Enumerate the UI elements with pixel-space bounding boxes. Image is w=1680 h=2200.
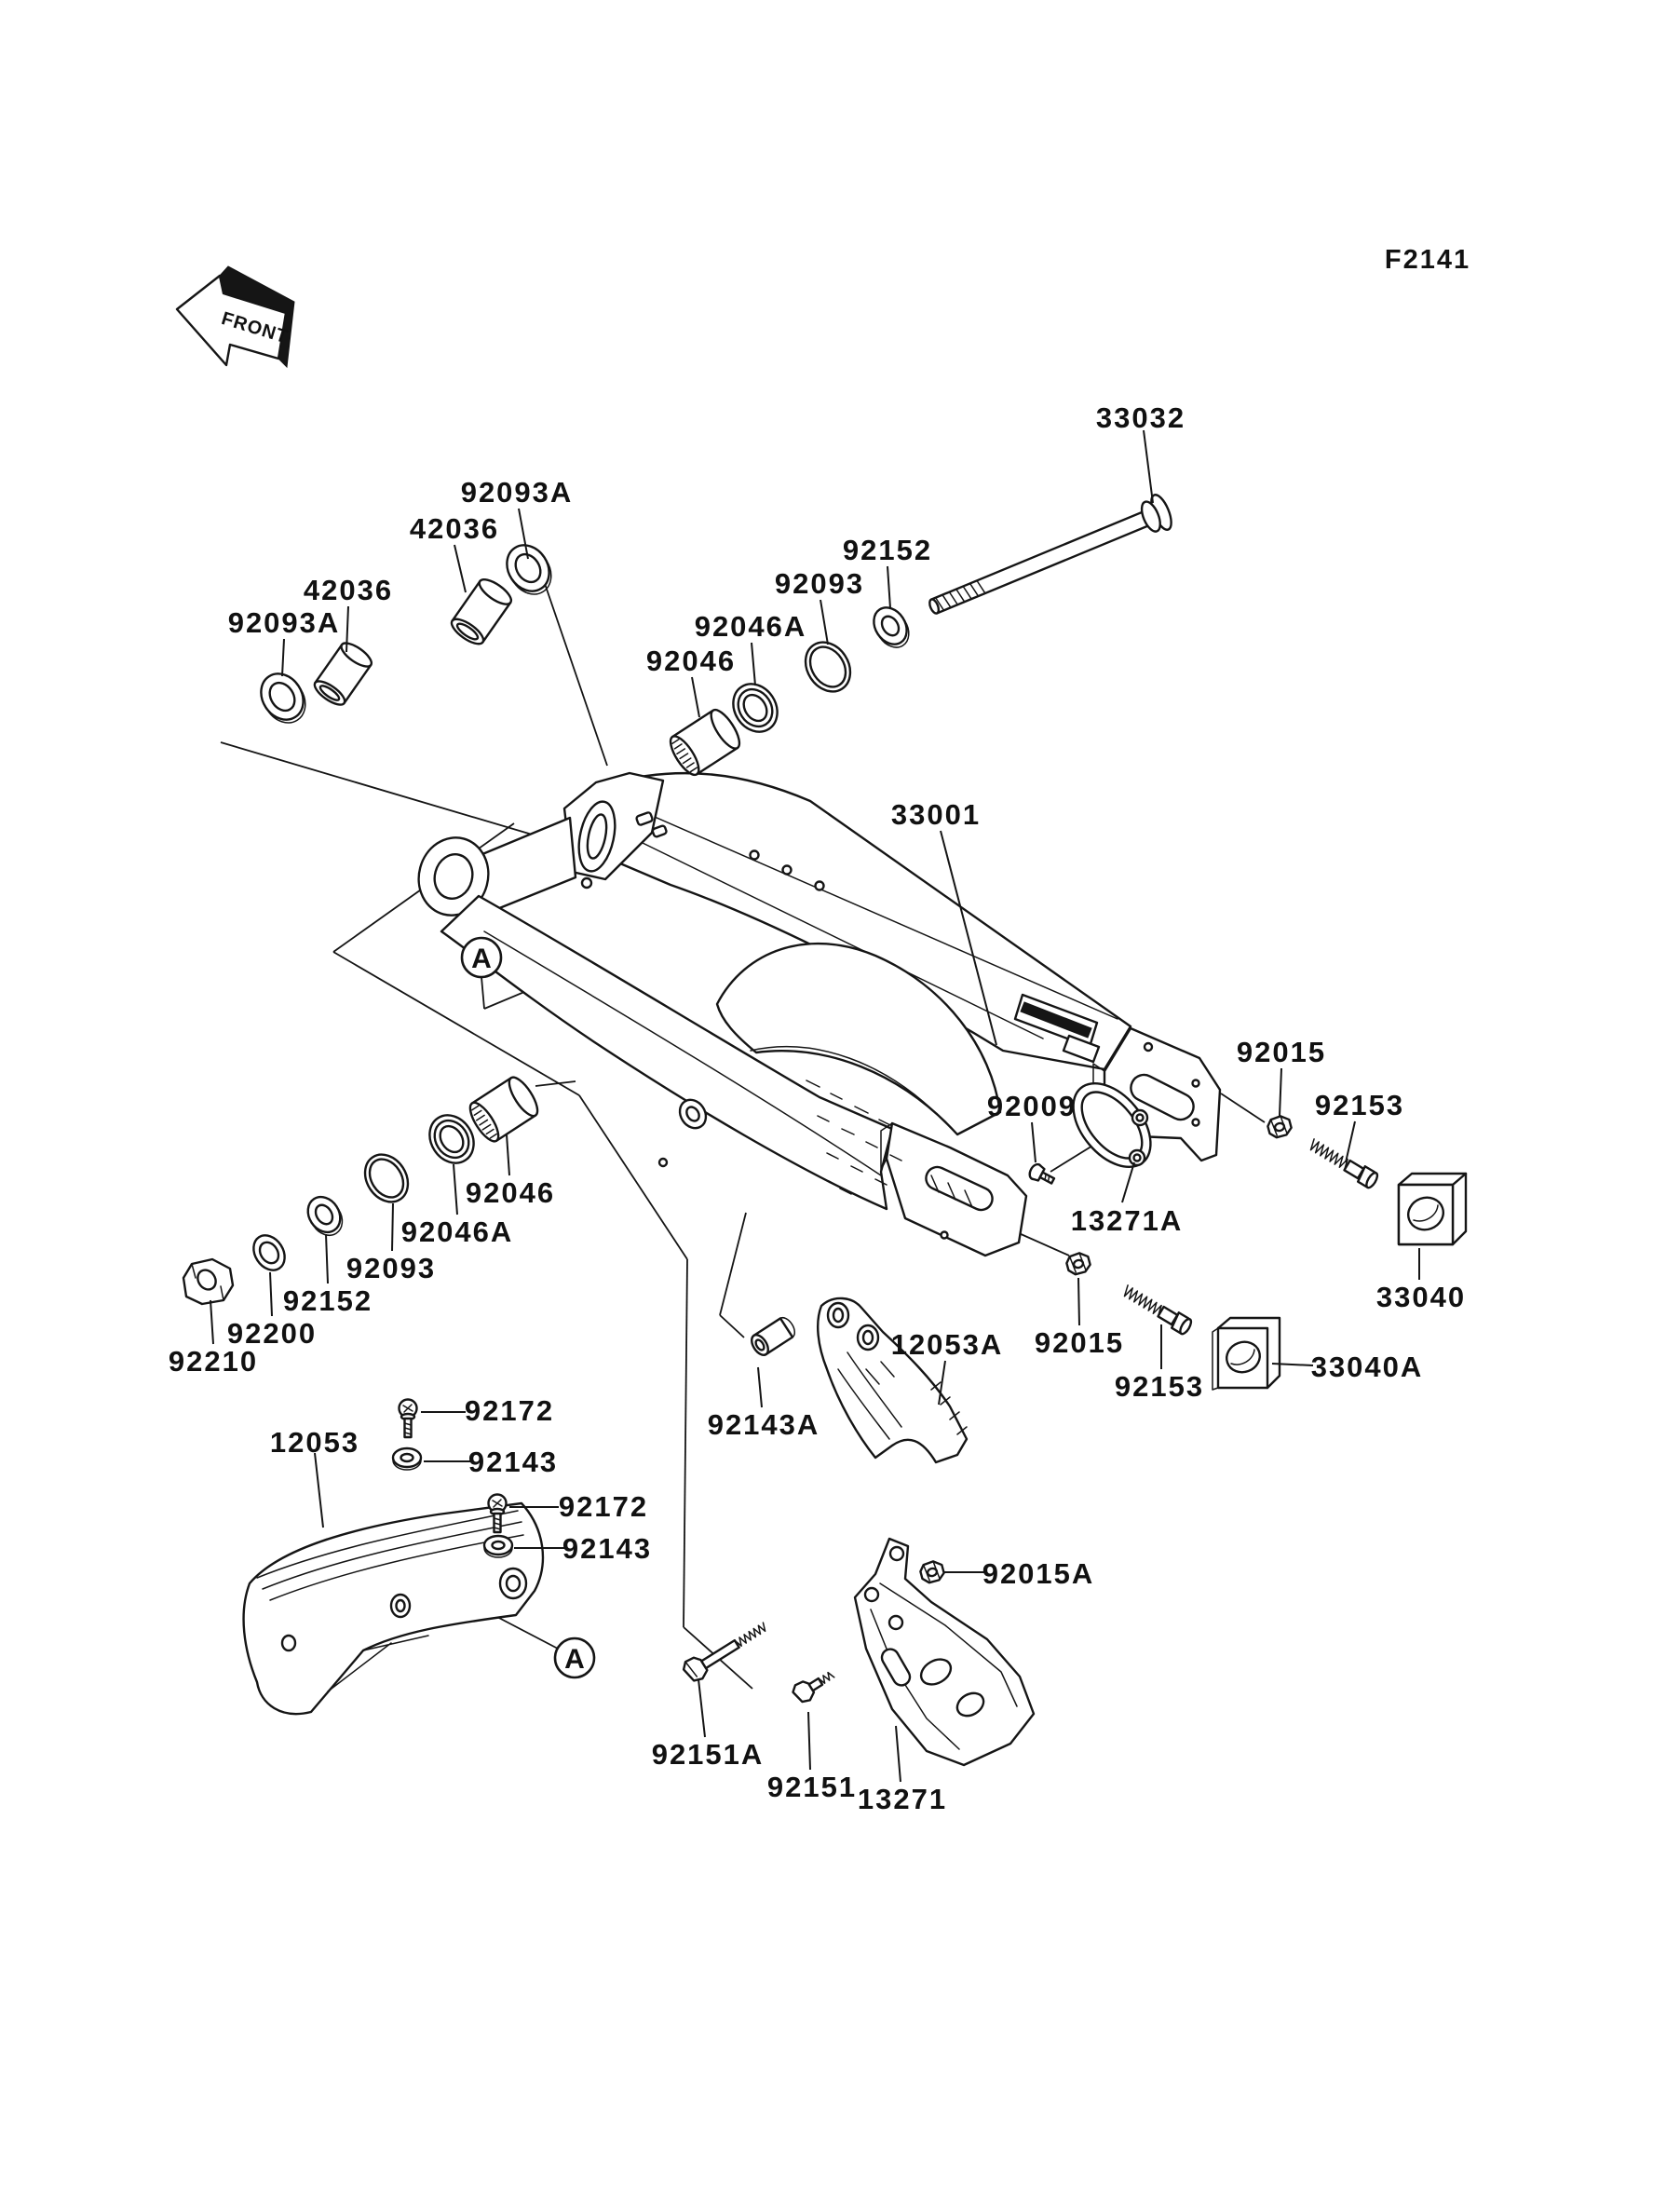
nut-92210 — [183, 1259, 233, 1304]
part-label-92172: 92172 — [558, 1490, 649, 1523]
nut-92015A — [919, 1559, 946, 1583]
construction-line-15 — [1221, 1093, 1265, 1122]
leader-line-13271A — [1122, 1162, 1134, 1202]
sleeve-42036-left — [311, 639, 374, 709]
part-label-92015A: 92015A — [982, 1557, 1095, 1590]
part-label-12053: 12053 — [269, 1426, 360, 1459]
part-label-92046: 92046 — [645, 645, 737, 677]
leader-line-33032 — [1144, 430, 1153, 503]
construction-line-6 — [481, 977, 484, 1009]
washer-92152-bottom — [302, 1191, 349, 1242]
screw-92009 — [1027, 1162, 1056, 1188]
chain-guide-12053A — [818, 1298, 967, 1462]
part-label-92143A: 92143A — [707, 1408, 820, 1441]
far-dropout-hole-3 — [1145, 1043, 1152, 1051]
part-label-92200: 92200 — [226, 1317, 318, 1350]
bolt-92153-top — [1307, 1136, 1379, 1189]
part-label-33040A: 33040A — [1310, 1351, 1424, 1383]
washer-92152-top — [867, 602, 915, 654]
detail-marker-A-2 — [555, 1638, 594, 1677]
block-33040A — [1213, 1318, 1280, 1390]
bolt-92151A — [681, 1616, 771, 1685]
part-label-92143: 92143 — [467, 1446, 559, 1478]
part-label-92093A: 92093A — [227, 606, 341, 639]
part-label-92143: 92143 — [562, 1532, 653, 1565]
detail-marker-letter: A — [564, 1644, 585, 1675]
part-label-33001: 33001 — [890, 798, 982, 831]
part-label-92210: 92210 — [168, 1345, 259, 1378]
part-label-92152: 92152 — [282, 1284, 373, 1317]
part-label-92046A: 92046A — [400, 1215, 514, 1248]
leader-line-92152 — [887, 566, 890, 608]
leader-line-92046A — [454, 1164, 457, 1215]
part-label-92172: 92172 — [464, 1394, 555, 1427]
flange-hole-3 — [816, 882, 824, 890]
part-label-13271: 13271 — [857, 1783, 948, 1815]
leader-line-92015 — [1280, 1068, 1281, 1116]
part-label-92046: 92046 — [465, 1176, 556, 1209]
part-label-12053A: 12053A — [890, 1328, 1004, 1361]
construction-line-10 — [720, 1213, 746, 1315]
nut-92015-top — [1267, 1114, 1294, 1138]
construction-line-12 — [495, 1616, 558, 1649]
leader-line-12053 — [315, 1453, 323, 1528]
figure-code: F2141 — [1384, 245, 1471, 275]
front-arrow-label: FRONT — [219, 307, 291, 348]
oring-92093-bottom — [357, 1147, 417, 1210]
washer-92200 — [248, 1229, 291, 1276]
far-dropout-hole-1 — [1193, 1080, 1199, 1087]
detail-marker-letter: A — [471, 944, 492, 974]
construction-line-2 — [540, 570, 607, 766]
part-label-42036: 42036 — [409, 512, 500, 545]
part-label-33040: 33040 — [1375, 1281, 1467, 1313]
leader-line-92015 — [1078, 1278, 1079, 1325]
bolt-92153-mid — [1120, 1283, 1193, 1336]
part-label-92093: 92093 — [345, 1252, 437, 1284]
bearing-92046-bottom — [465, 1073, 542, 1145]
part-label-92153: 92153 — [1314, 1089, 1405, 1121]
construction-line-7 — [579, 1095, 687, 1259]
leader-line-92046 — [692, 677, 699, 717]
arm-hole-1 — [582, 878, 591, 888]
leader-line-13271 — [896, 1726, 901, 1782]
washer-92143-b — [484, 1536, 512, 1557]
bolt-92151 — [791, 1665, 838, 1705]
seal-92093A-left — [252, 666, 314, 731]
leader-line-92093 — [392, 1203, 393, 1251]
part-label-92093A: 92093A — [460, 476, 574, 509]
collar-92143A — [749, 1315, 798, 1358]
sleeve-42036-right — [448, 575, 515, 648]
leader-line-92151 — [808, 1712, 810, 1770]
leader-line-92210 — [210, 1300, 213, 1344]
part-label-33032: 33032 — [1095, 401, 1186, 434]
construction-line-1 — [221, 742, 570, 846]
front-arrow — [177, 266, 294, 367]
pivot-shaft-33032 — [924, 492, 1175, 625]
leader-line-92143A — [758, 1367, 762, 1407]
construction-line-11 — [720, 1315, 744, 1338]
far-dropout-hole-2 — [1193, 1120, 1199, 1126]
block-33040 — [1399, 1174, 1466, 1244]
leader-line-92046 — [507, 1134, 509, 1175]
flange-hole-2 — [783, 866, 792, 875]
part-label-92015: 92015 — [1236, 1036, 1327, 1068]
detail-marker-A-1 — [462, 938, 501, 977]
leader-line-92046A — [752, 643, 755, 686]
leader-line-92093A — [282, 639, 284, 676]
near-dropout-hole — [942, 1232, 948, 1239]
leader-line-92152 — [326, 1234, 328, 1283]
construction-line-8 — [684, 1259, 687, 1627]
part-label-92151: 92151 — [766, 1771, 858, 1803]
part-label-13271A: 13271A — [1070, 1204, 1184, 1237]
leader-line-92009 — [1032, 1122, 1036, 1162]
washer-92143-a — [393, 1448, 421, 1470]
leader-line-42036 — [454, 545, 466, 592]
part-label-92046A: 92046A — [694, 610, 807, 643]
leader-line-92151A — [698, 1679, 705, 1737]
flange-hole-1 — [751, 851, 759, 860]
arm-hole-2 — [659, 1159, 667, 1166]
leader-line-92093 — [820, 600, 828, 645]
part-label-42036: 42036 — [303, 574, 394, 606]
part-label-92093: 92093 — [774, 567, 865, 600]
part-label-92152: 92152 — [842, 534, 933, 566]
bearing-92046-top — [666, 706, 745, 779]
screw-92172-a — [400, 1400, 417, 1438]
part-label-92015: 92015 — [1034, 1326, 1125, 1359]
part-label-92153: 92153 — [1114, 1370, 1205, 1403]
leader-line-92153 — [1346, 1121, 1355, 1162]
part-label-92009: 92009 — [986, 1090, 1077, 1122]
part-label-92151A: 92151A — [651, 1738, 765, 1771]
leader-line-92200 — [270, 1272, 272, 1316]
